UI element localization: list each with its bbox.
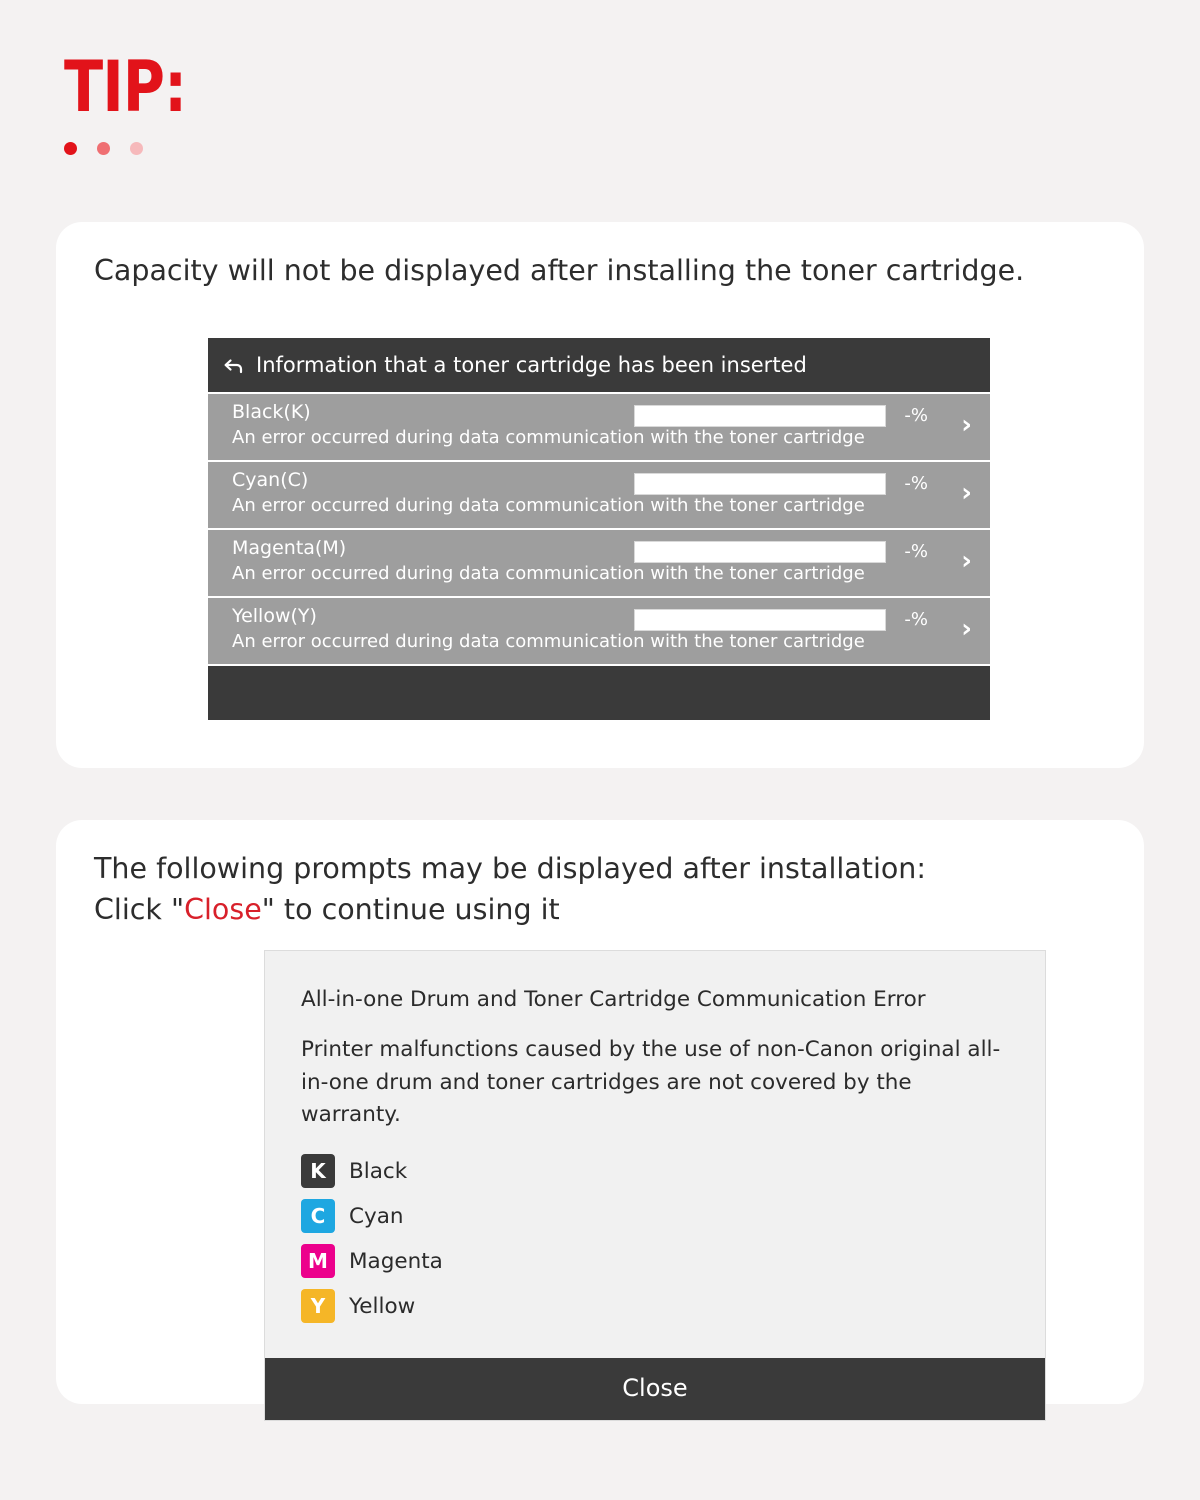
- table-row[interactable]: [208, 460, 990, 528]
- toner-level-gauge: [634, 405, 886, 427]
- card-capacity: [56, 222, 1144, 768]
- panel-title-text: Information that a toner cartridge has been inserted: [256, 353, 807, 377]
- dialog-title: All-in-one Drum and Toner Cartridge Communication Error: [301, 987, 926, 1012]
- toner-name: Yellow(Y): [232, 605, 317, 627]
- heading-post: " to continue using it: [261, 893, 560, 927]
- color-label: Black: [349, 1158, 408, 1184]
- toner-percent: -%: [904, 609, 928, 630]
- chevron-right-icon[interactable]: ›: [961, 478, 972, 508]
- toner-error: An error occurred during data communication with the toner cartridge: [232, 494, 865, 516]
- swatch-k-icon: K: [301, 1154, 335, 1188]
- toner-error: An error occurred during data communication with the toner cartridge: [232, 562, 865, 584]
- card-prompts-heading-line1: The following prompts may be displayed after installation:: [94, 852, 926, 885]
- toner-level-gauge: [634, 473, 886, 495]
- toner-error: An error occurred during data communication with the toner cartridge: [232, 426, 865, 448]
- panel-footer: [208, 664, 990, 720]
- color-label: Magenta: [349, 1248, 443, 1274]
- list-item: [301, 1154, 1009, 1188]
- dialog-body: [265, 951, 1045, 1358]
- card-prompts: [56, 820, 1144, 1404]
- dialog-message: Printer malfunctions caused by the use of non-Canon original all-in-one drum and toner cartridges are not covered by the warranty.: [301, 1037, 1001, 1128]
- toner-percent: -%: [904, 541, 928, 562]
- card-prompts-heading: [94, 848, 1114, 931]
- list-item: [301, 1289, 1009, 1323]
- toner-level-gauge: [634, 541, 886, 563]
- panel-title-bar: [208, 338, 990, 392]
- tip-label: TIP:: [64, 46, 187, 128]
- heading-close-word: Close: [184, 893, 262, 927]
- card-prompts-heading-line2: [94, 889, 1114, 930]
- error-dialog: [264, 950, 1046, 1421]
- toner-name: Magenta(M): [232, 537, 347, 559]
- card-capacity-heading: Capacity will not be displayed after installing the toner cartridge.: [94, 254, 1025, 287]
- color-list: [301, 1154, 1009, 1323]
- close-button[interactable]: Close: [265, 1358, 1045, 1420]
- table-row[interactable]: [208, 528, 990, 596]
- tip-dot-2: [97, 142, 110, 155]
- tip-dot-3: [130, 142, 143, 155]
- toner-name: Cyan(C): [232, 469, 309, 491]
- chevron-right-icon[interactable]: ›: [961, 410, 972, 440]
- chevron-right-icon[interactable]: ›: [961, 546, 972, 576]
- swatch-m-icon: M: [301, 1244, 335, 1278]
- table-row[interactable]: [208, 596, 990, 664]
- heading-pre: Click ": [94, 893, 185, 927]
- tip-header: [64, 46, 213, 155]
- tip-dot-1: [64, 142, 77, 155]
- color-label: Yellow: [349, 1293, 416, 1319]
- chevron-right-icon[interactable]: ›: [961, 614, 972, 644]
- tip-dots: [64, 142, 213, 155]
- printer-panel: [208, 338, 990, 720]
- toner-name: Black(K): [232, 401, 311, 423]
- back-arrow-icon[interactable]: [222, 354, 244, 376]
- toner-level-gauge: [634, 609, 886, 631]
- swatch-y-icon: Y: [301, 1289, 335, 1323]
- list-item: [301, 1199, 1009, 1233]
- swatch-c-icon: C: [301, 1199, 335, 1233]
- table-row[interactable]: [208, 392, 990, 460]
- list-item: [301, 1244, 1009, 1278]
- toner-percent: -%: [904, 405, 928, 426]
- color-label: Cyan: [349, 1203, 404, 1229]
- toner-error: An error occurred during data communication with the toner cartridge: [232, 630, 865, 652]
- toner-percent: -%: [904, 473, 928, 494]
